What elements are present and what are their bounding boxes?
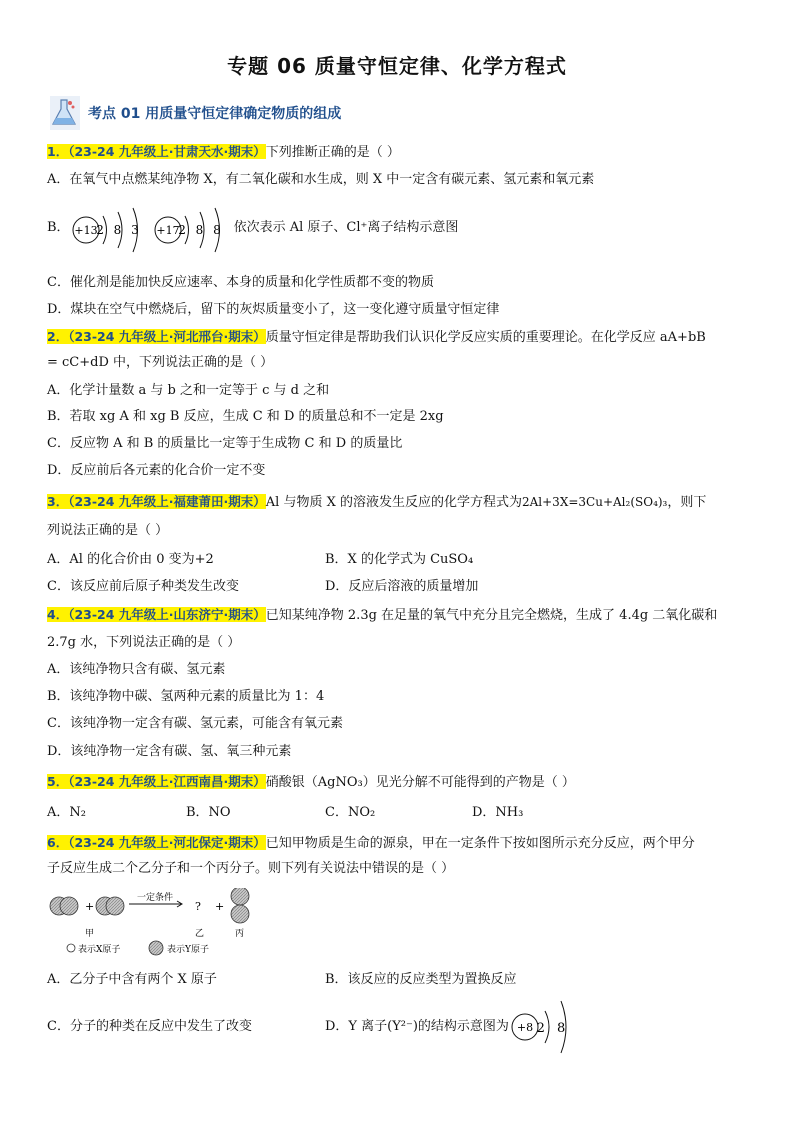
svg-text:+: + bbox=[85, 900, 95, 913]
question-5-tag: 5．（23-24 九年级上·江西南昌·期末） bbox=[47, 774, 266, 789]
svg-text:+8: +8 bbox=[516, 1021, 534, 1034]
q2-option-c: C．反应物 A 和 B 的质量比一定等于生成物 C 和 D 的质量比 bbox=[47, 436, 403, 451]
q4-option-d: D．该纯净物一定含有碳、氢、氧三种元素 bbox=[47, 744, 292, 759]
reaction-diagram bbox=[45, 888, 275, 958]
question-4-stem-cont: 2.7g 水，下列说法正确的是（ ） bbox=[47, 635, 241, 650]
unknown-product: ? bbox=[195, 900, 201, 913]
svg-text:表示Y原子: 表示Y原子 bbox=[167, 945, 209, 955]
al-atom-diagram bbox=[70, 200, 152, 256]
question-6-stem-cont: 子反应生成二个乙分子和一个丙分子。则下列有关说法中错误的是（ ） bbox=[47, 861, 455, 876]
question-2-tag: 2．（23-24 九年级上·河北邢台·期末） bbox=[47, 329, 266, 344]
label-bing: 丙 bbox=[235, 929, 245, 939]
svg-text:+13: +13 bbox=[73, 224, 98, 237]
q6-options-row1 bbox=[47, 970, 757, 990]
label-yi: 乙 bbox=[195, 929, 205, 939]
q6-option-a: A．乙分子中含有两个 X 原子 bbox=[47, 972, 217, 987]
q3-options-row1 bbox=[47, 550, 757, 570]
reaction-condition: 一定条件 bbox=[136, 893, 174, 903]
question-6-stem: 6．（23-24 九年级上·河北保定·期末）已知甲物质是生命的源泉，甲在一定条件下按如图所示充分反应，两个甲分 bbox=[47, 835, 695, 851]
question-4-stem: 4．（23-24 九年级上·山东济宁·期末）已知某纯净物 2.3g 在足量的氧气中充分且完全燃烧，生成了 4.4g 二氧化碳和 bbox=[47, 607, 718, 623]
q3-option-a: A．Al 的化合价由 0 变为+2 bbox=[47, 552, 214, 567]
svg-text:+: + bbox=[215, 900, 225, 913]
q6-option-d: D．Y 离子(Y²⁻)的结构示意图为 +8 2 8 bbox=[325, 995, 581, 1059]
section-title: 考点 01 用质量守恒定律确定物质的组成 bbox=[88, 106, 342, 122]
jia-molecule bbox=[96, 897, 124, 915]
q5-option-c: C．NO₂ bbox=[325, 805, 376, 820]
bing-molecule bbox=[231, 888, 249, 923]
y-ion-diagram bbox=[509, 995, 581, 1059]
q3-equation: 2Al+3X=3Cu+Al₂(SO₄)₃ bbox=[521, 495, 668, 509]
label-jia: 甲 bbox=[85, 929, 95, 939]
q3-options-row2 bbox=[47, 577, 757, 597]
svg-text:2 8 8: 2 8 8 bbox=[177, 223, 224, 237]
question-2-stem: 2．（23-24 九年级上·河北邢台·期末）质量守恒定律是帮助我们认识化学反应实质的重要理论。在化学反应 aA+bB bbox=[47, 329, 706, 345]
q1-option-a: A．在氧气中点燃某纯净物 X，有二氧化碳和水生成，则 X 中一定含有碳元素、氢元素和氧元素 bbox=[47, 172, 595, 187]
q4-option-c: C．该纯净物一定含有碳、氢元素，可能含有氧元素 bbox=[47, 716, 343, 731]
q4-option-a: A．该纯净物只含有碳、氢元素 bbox=[47, 662, 226, 677]
q5-option-d: D．NH₃ bbox=[472, 805, 524, 820]
svg-text:表示X原子: 表示X原子 bbox=[78, 945, 121, 955]
q1-option-c: C．催化剂是能加快反应速率、本身的质量和化学性质都不变的物质 bbox=[47, 275, 434, 290]
q2-option-b: B．若取 xg A 和 xg B 反应，生成 C 和 D 的质量总和不一定是 2xg bbox=[47, 409, 444, 424]
svg-text:2 8: 2 8 bbox=[536, 1021, 570, 1036]
x-atom-legend-icon bbox=[67, 944, 75, 952]
question-6-tag: 6．（23-24 九年级上·河北保定·期末） bbox=[47, 835, 266, 850]
question-3-stem-cont: 列说法正确的是（ ） bbox=[47, 523, 169, 538]
q6-option-b: B．该反应的反应类型为置换反应 bbox=[325, 972, 517, 987]
section-header bbox=[50, 96, 341, 130]
q2-option-d: D．反应前后各元素的化合价一定不变 bbox=[47, 463, 266, 478]
question-3-tag: 3．（23-24 九年级上·福建莆田·期末） bbox=[47, 494, 266, 509]
question-1-stem: 1．（23-24 九年级上·甘肃天水·期末）下列推断正确的是（ ） bbox=[47, 144, 400, 160]
q3-option-c: C．该反应前后原子种类发生改变 bbox=[47, 579, 239, 594]
flask-icon bbox=[50, 96, 80, 130]
q4-option-b: B．该纯净物中碳、氢两种元素的质量比为 1：4 bbox=[47, 689, 325, 704]
question-1-tag: 1．（23-24 九年级上·甘肃天水·期末） bbox=[47, 144, 266, 159]
jia-molecule bbox=[50, 897, 78, 915]
page-title: 专题 06 质量守恒定律、化学方程式 bbox=[227, 54, 567, 78]
cl-ion-diagram bbox=[152, 200, 234, 256]
q6-option-c: C．分子的种类在反应中发生了改变 bbox=[47, 1019, 252, 1034]
question-4-tag: 4．（23-24 九年级上·山东济宁·期末） bbox=[47, 607, 266, 622]
q1-option-d: D．煤块在空气中燃烧后，留下的灰烬质量变小了，这一变化遵守质量守恒定律 bbox=[47, 302, 500, 317]
svg-text:+17: +17 bbox=[155, 224, 180, 237]
q1-option-b: B． +13 2 8 3 +17 2 8 8 依次表示 Al 原子、Cl⁺离子结构示意图 bbox=[47, 200, 757, 256]
q5-option-a: A．N₂ bbox=[47, 805, 86, 820]
q3-option-d: D．反应后溶液的质量增加 bbox=[325, 579, 479, 594]
svg-text:2 8 3: 2 8 3 bbox=[95, 223, 142, 237]
question-2-stem-cont: = cC+dD 中，下列说法正确的是（ ） bbox=[47, 355, 274, 370]
q3-option-b: B．X 的化学式为 CuSO₄ bbox=[325, 552, 474, 567]
question-3-stem: 3．（23-24 九年级上·福建莆田·期末）Al 与物质 X 的溶液发生反应的化学方程式为2Al+3X=3Cu+Al₂(SO₄)₃，则下 bbox=[47, 494, 707, 510]
q2-option-a: A．化学计量数 a 与 b 之和一定等于 c 与 d 之和 bbox=[47, 383, 330, 398]
q5-option-b: B．NO bbox=[186, 805, 231, 820]
question-5-stem: 5．（23-24 九年级上·江西南昌·期末）硝酸银（AgNO₃）见光分解不可能得到的产物是（ ） bbox=[47, 774, 575, 790]
y-atom-legend-icon bbox=[149, 941, 163, 955]
